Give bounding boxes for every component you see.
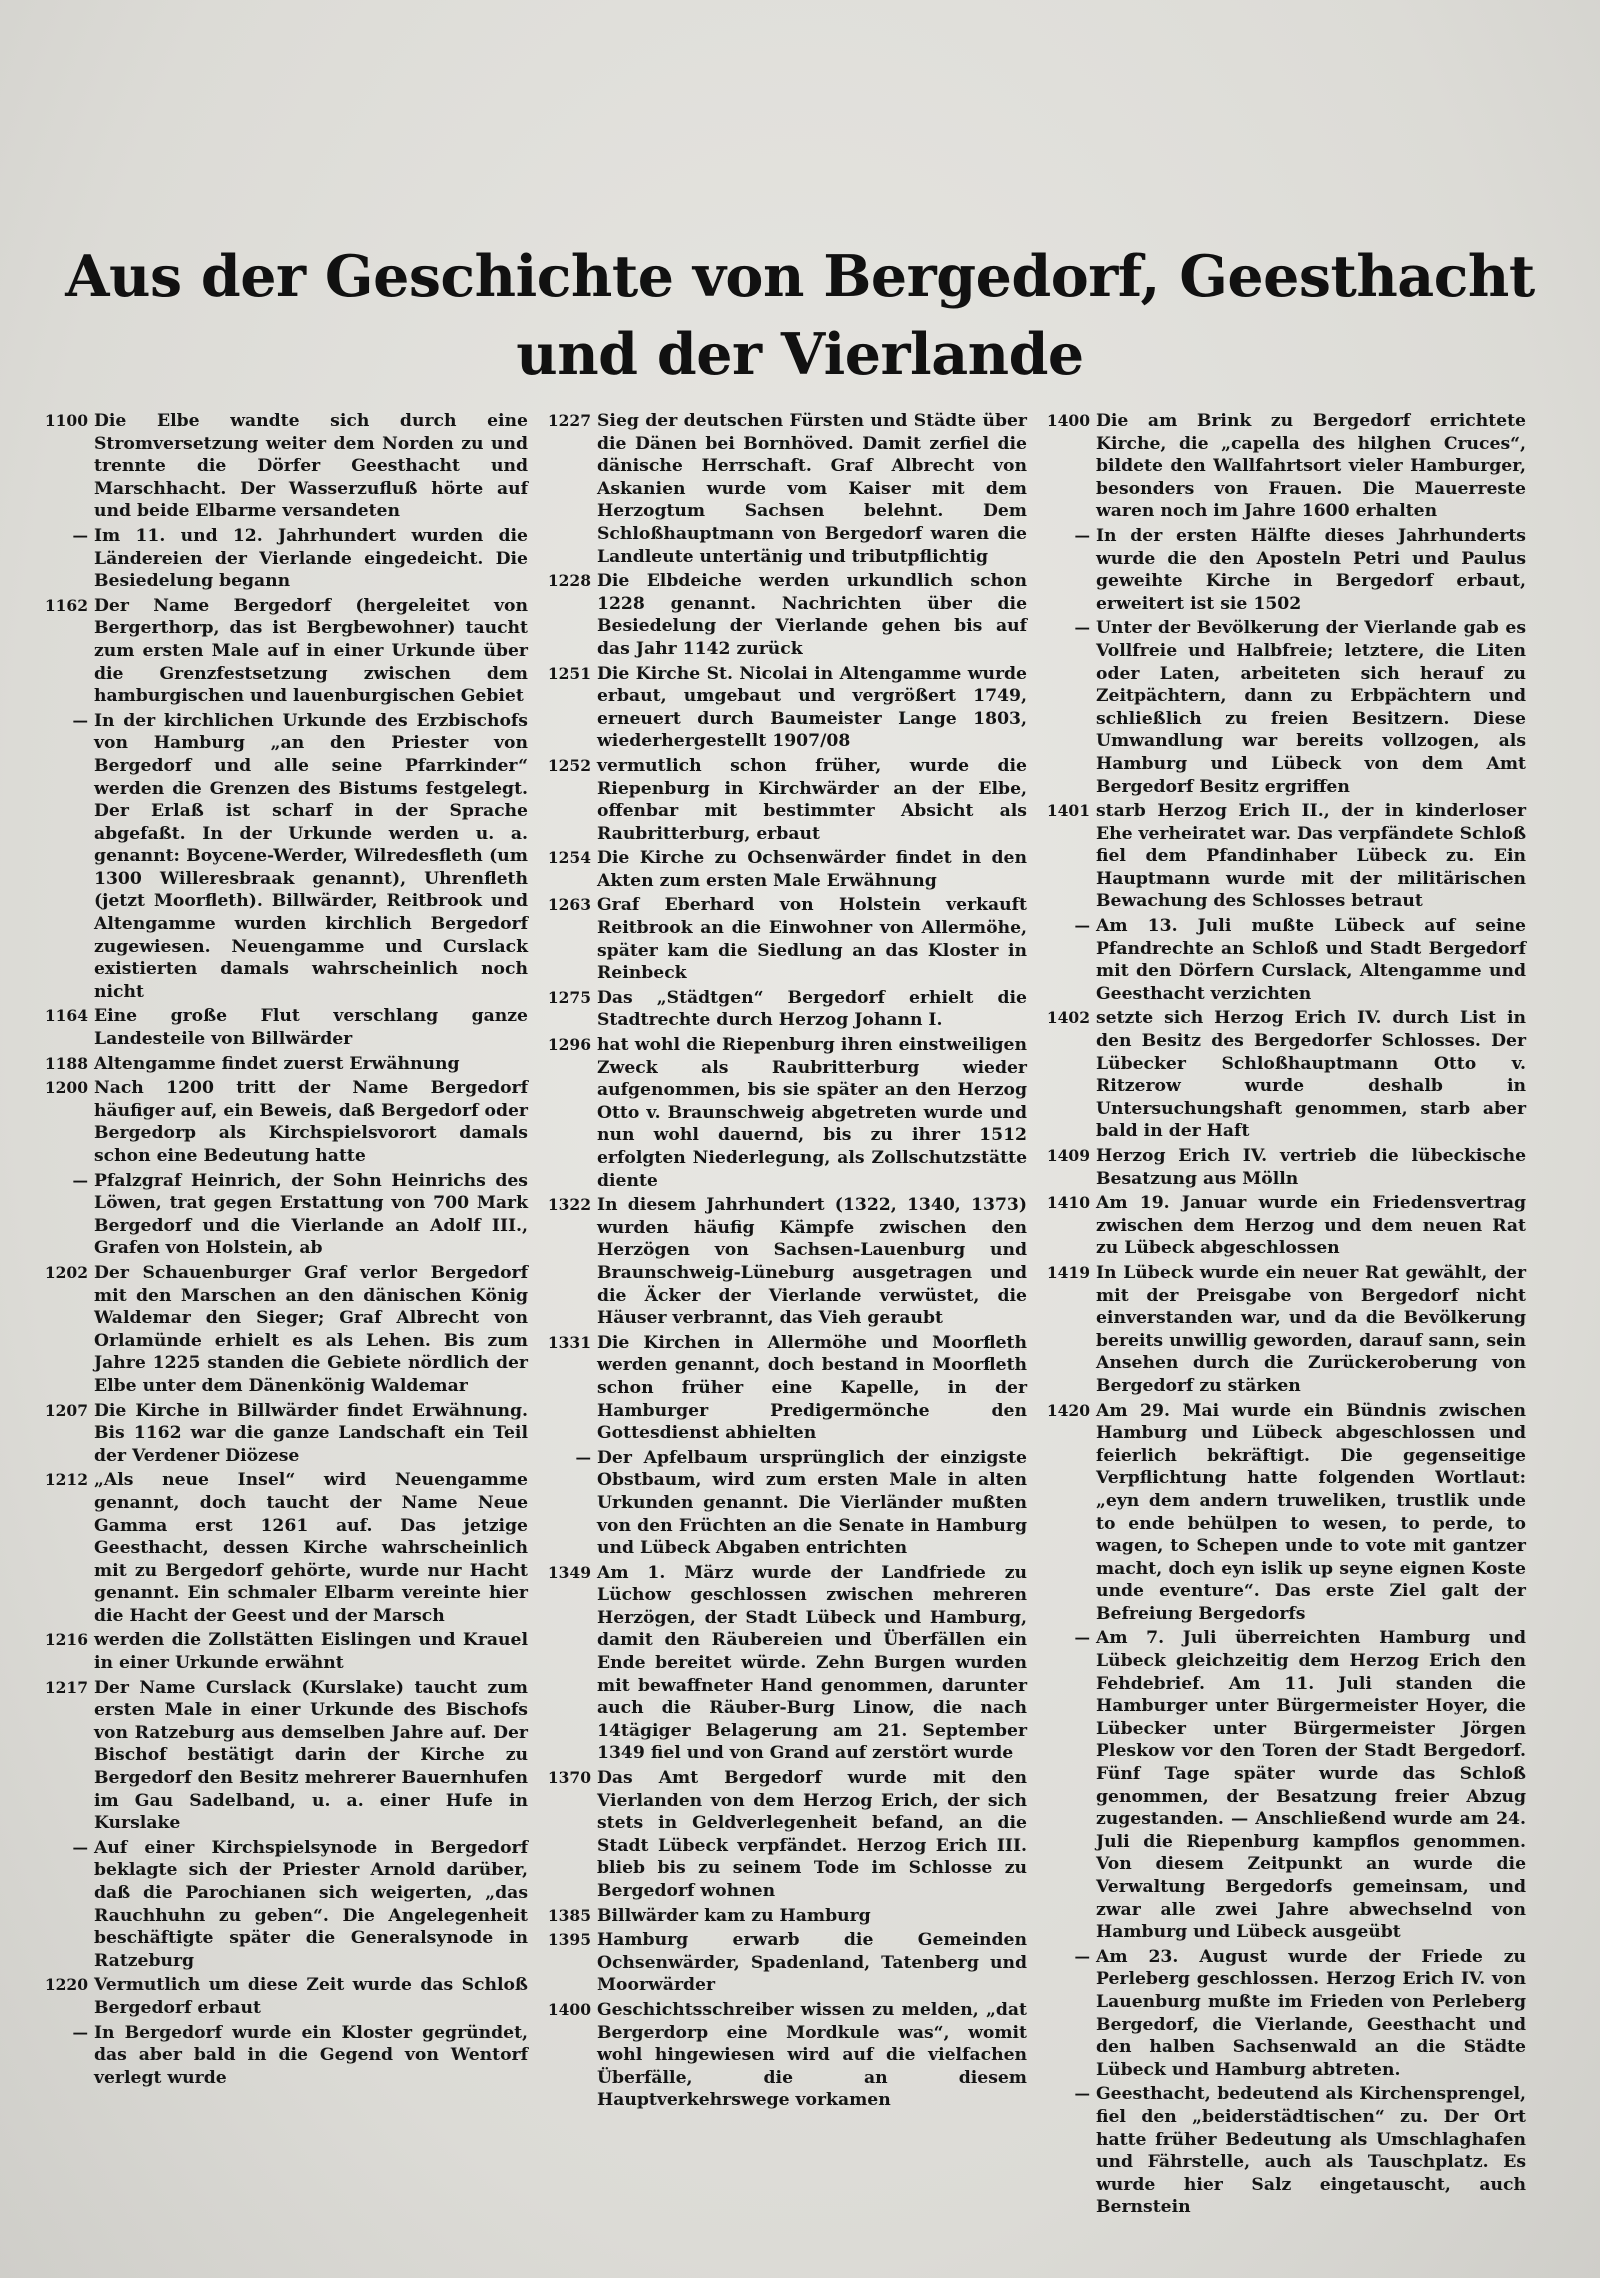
entry-year: 1254 bbox=[547, 848, 591, 868]
chronicle-entry bbox=[533, 1562, 1027, 1765]
entry-year: 1349 bbox=[547, 1562, 591, 1582]
entry-year: 1100 bbox=[44, 411, 88, 430]
entry-year: — bbox=[1074, 618, 1090, 638]
entry-year: 1252 bbox=[547, 755, 591, 775]
entry-text: In diesem Jahrhundert (1322, 1340, 1373) wurden häufig Kämpfe zwischen den Herzögen von Sachsen-Lauenburg und Braunschweig-Lüneburg ausgetragen und die Äcker der Vierlande verwüstet, die Häuser verbrannt, das Vieh geraubt bbox=[597, 1195, 1027, 1329]
entry-text: In der kirchlichen Urkunde des Erzbischofs von Hamburg „an den Priester von Bergedorf und alle seine Pfarrkinder“ werden die Grenzen des Bistums festgelegt. Der Erlaß ist scharf in der Sprache abgefaßt. In der Urkunde werden u. a. genannt: Boycene-Werder, Wilredesfleth (um 1300 Willeresbraak genannt), Uhrenfleth (jetzt Moorfleth). Billwärder, Reitbrook und Altengamme wurden kirchlich Bergedorf zugewiesen. Neuengamme und Curslack existierten damals wahrscheinlich noch nicht bbox=[94, 710, 528, 1002]
entry-year: 1263 bbox=[547, 895, 591, 915]
entry-year: 1400 bbox=[1046, 411, 1090, 430]
chronicle-entry bbox=[1032, 800, 1526, 913]
entry-year: 1162 bbox=[44, 595, 88, 615]
entry-text: Am 13. Juli mußte Lübeck auf seine Pfandrechte an Schloß und Stadt Bergedorf mit den Dörfern Curslack, Altengamme und Geesthacht verzichten bbox=[1096, 916, 1526, 1004]
entry-year: 1220 bbox=[44, 1975, 88, 1995]
entry-year: 1420 bbox=[1046, 1400, 1090, 1420]
entry-text: Hamburg erwarb die Gemeinden Ochsenwärder, Spadenland, Tatenberg und Moorwärder bbox=[597, 1930, 1027, 1996]
entry-year: — bbox=[72, 710, 88, 730]
chronicle-entry bbox=[533, 1332, 1027, 1445]
entry-year: — bbox=[1074, 2084, 1090, 2104]
entry-year: 1217 bbox=[44, 1677, 88, 1697]
entry-year: 1251 bbox=[547, 663, 591, 683]
chronicle-entry bbox=[42, 1677, 528, 1835]
entry-year: 1322 bbox=[547, 1195, 591, 1215]
entry-text: Altengamme findet zuerst Erwähnung bbox=[94, 1053, 460, 1074]
chronicle-entry bbox=[42, 1629, 528, 1674]
entry-year: 1410 bbox=[1046, 1193, 1090, 1213]
chronicle-entry bbox=[533, 410, 1027, 568]
entry-year: 1207 bbox=[44, 1400, 88, 1420]
chronicle-entry bbox=[1032, 2083, 1526, 2219]
entry-text: Graf Eberhard von Holstein verkauft Reitbrook an die Einwohner von Allermöhe, später kam die Siedlung an das Kloster in Reinbeck bbox=[597, 895, 1027, 984]
entry-text: Der Schauenburger Graf verlor Bergedorf mit den Marschen an den dänischen König Waldemar den Sieger; Graf Albrecht von Orlamünde erhielt es als Lehen. Bis zum Jahre 1225 standen die Gebiete nördlich der Elbe unter dem Dänenkönig Waldemar bbox=[94, 1262, 528, 1396]
title-line-1: Aus der Geschichte von Bergedorf, Geesthacht bbox=[65, 243, 1535, 310]
entry-year: — bbox=[72, 1170, 88, 1190]
chronicle-entry bbox=[533, 987, 1027, 1032]
entry-text: Geesthacht, bedeutend als Kirchensprengel, fiel den „beiderstädtischen“ zu. Der Ort hatte früher Bedeutung als Umschlaghafen und Fährstelle, auch als Tauschplatz. Es wurde hier Salz eingetauscht, auch Bernstein bbox=[1096, 2084, 1526, 2218]
entry-year: — bbox=[72, 525, 88, 545]
chronicle-entry bbox=[42, 595, 528, 708]
entry-year: 1419 bbox=[1046, 1262, 1090, 1282]
entry-text: Die Kirchen in Allermöhe und Moorfleth werden genannt, doch bestand in Moorfleth schon früher eine Kapelle, in der Hamburger Predigermönche den Gottesdienst abhielten bbox=[597, 1332, 1027, 1444]
entry-text: In der ersten Hälfte dieses Jahrhunderts wurde die den Aposteln Petri und Paulus geweihte Kirche in Bergedorf erbaut, erweitert ist sie 1502 bbox=[1096, 525, 1526, 614]
chronicle-entry bbox=[533, 1905, 1027, 1928]
entry-year: — bbox=[72, 2022, 88, 2042]
chronicle-entry bbox=[42, 1837, 528, 1973]
entry-year: 1401 bbox=[1046, 801, 1090, 821]
entry-text: Das „Städtgen“ Bergedorf erhielt die Stadtrechte durch Herzog Johann I. bbox=[597, 987, 1027, 1031]
chronicle-entry bbox=[533, 570, 1027, 660]
chronicle-entry bbox=[42, 410, 528, 523]
entry-text: Sieg der deutschen Fürsten und Städte über die Dänen bei Bornhöved. Damit zerfiel die dänische Herrschaft. Graf Albrecht von Askanien wurde vom Kaiser mit dem Herzogtum Sachsen belehnt. Dem Schloßhauptmann von Bergedorf waren die Landleute untertänig und tributpflichtig bbox=[597, 411, 1027, 567]
chronicle-entry bbox=[533, 894, 1027, 984]
entry-text: Die Elbe wandte sich durch eine Stromversetzung weiter dem Norden zu und trennte die Dörfer Geesthacht und Marschhacht. Der Wasserzufluß hörte auf und beide Elbarme versandeten bbox=[94, 411, 528, 522]
chronicle-entry bbox=[533, 1034, 1027, 1192]
chronicle-entry bbox=[42, 1170, 528, 1260]
entry-year: 1385 bbox=[547, 1905, 591, 1925]
entry-text: Der Name Curslack (Kurslake) taucht zum ersten Male in einer Urkunde des Bischofs von Ratzeburg aus demselben Jahre auf. Der Bischof bestätigt darin der Kirche zu Bergedorf den Besitz mehrerer Bauernhufen im Gau Sadelband, u. a. einer Hufe in Kurslake bbox=[94, 1677, 528, 1834]
entry-text: Am 1. März wurde der Landfriede zu Lüchow geschlossen zwischen mehreren Herzögen, der Stadt Lübeck und Hamburg, damit den Räubereien und Überfällen ein Ende bereitet würde. Zehn Burgen wurden mit bewaffneter Hand genommen, darunter auch die Räuber-Burg Linow, die nach 14tägiger Belagerung am 21. September 1349 fiel und von Grand auf zerstört wurde bbox=[597, 1562, 1027, 1764]
entry-year: 1331 bbox=[547, 1332, 591, 1352]
entry-text: Die Kirche St. Nicolai in Altengamme wurde erbaut, umgebaut und vergrößert 1749, erneuert durch Baumeister Lange 1803, wiederhergestellt 1907/08 bbox=[597, 663, 1027, 752]
entry-year: — bbox=[1074, 1628, 1090, 1648]
entry-text: Der Apfelbaum ursprünglich der einzigste Obstbaum, wird zum ersten Male in alten Urkunden genannt. Die Vierländer mußten von den Früchten an die Senate in Hamburg und Lübeck Abgaben entrichten bbox=[597, 1447, 1027, 1559]
entry-text: Am 23. August wurde der Friede zu Perleberg geschlossen. Herzog Erich IV. von Lauenburg mußte im Frieden von Perleberg Bergedorf, die Vierlande, Geesthacht und den halben Sachsenwald an die Städte Lübeck und Hamburg abtreten. bbox=[1096, 1946, 1526, 2080]
chronicle-entry bbox=[42, 1053, 528, 1076]
entry-text: Die am Brink zu Bergedorf errichtete Kirche, die „capella des hilghen Cruces“, bildete den Wallfahrtsort vieler Hamburger, besonders von Frauen. Die Mauerreste waren noch im Jahre 1600 erhalten bbox=[1096, 411, 1526, 522]
entry-text: Im 11. und 12. Jahrhundert wurden die Ländereien der Vierlande eingedeicht. Die Besiedelung begann bbox=[94, 525, 528, 592]
entry-year: 1228 bbox=[547, 571, 591, 591]
entry-text: Pfalzgraf Heinrich, der Sohn Heinrichs des Löwen, trat gegen Erstattung von 700 Mark Bergedorf und die Vierlande an Adolf III., Grafen von Holstein, ab bbox=[94, 1170, 528, 1259]
chronicle-entry bbox=[42, 1400, 528, 1468]
entry-text: Nach 1200 tritt der Name Bergedorf häufiger auf, ein Beweis, daß Bergedorf oder Bergedorp als Kirchspielsvorort damals schon eine Bedeutung hatte bbox=[94, 1078, 528, 1166]
column-2 bbox=[533, 410, 1027, 2114]
column-3 bbox=[1032, 410, 1526, 2221]
entry-text: Geschichtsschreiber wissen zu melden, „dat Bergerdorp eine Mordkule was“, womit wohl hingewiesen wird auf die vielfachen Überfälle, die an diesem Hauptverkehrswege vorkamen bbox=[597, 1999, 1027, 2111]
entry-text: hat wohl die Riepenburg ihren einstweiligen Zweck als Raubritterburg wieder aufgenommen, bis sie später an den Herzog Otto v. Braunschweig abgetreten wurde und nun wohl dauernd, bis zu ihrer 1512 erfolgten Niederlegung, als Zollschutzstätte diente bbox=[597, 1035, 1027, 1191]
entry-text: Auf einer Kirchspielsynode in Bergedorf beklagte sich der Priester Arnold darüber, daß die Parochianen sich weigerten, „das Rauchhuhn zu geben“. Die Angelegenheit beschäftigte später die Generalsynode in Ratzeburg bbox=[94, 1837, 528, 1971]
entry-text: Am 19. Januar wurde ein Friedensvertrag zwischen dem Herzog und dem neuen Rat zu Lübeck abgeschlossen bbox=[1096, 1193, 1526, 1259]
entry-text: Die Kirche in Billwärder findet Erwähnung. Bis 1162 war die ganze Landschaft ein Teil der Verdener Diözese bbox=[94, 1400, 528, 1466]
entry-year: 1227 bbox=[547, 411, 591, 430]
chronicle-entry bbox=[533, 847, 1027, 892]
entry-year: — bbox=[72, 1837, 88, 1857]
chronicle-entry bbox=[42, 1077, 528, 1167]
entry-text: Die Elbdeiche werden urkundlich schon 1228 genannt. Nachrichten über die Besiedelung der Vierlande gehen bis auf das Jahr 1142 zurück bbox=[597, 571, 1027, 659]
entry-year: 1370 bbox=[547, 1768, 591, 1788]
entry-text: In Bergedorf wurde ein Kloster gegründet, das aber bald in die Gegend von Wentorf verlegt wurde bbox=[94, 2022, 528, 2088]
chronicle-entry bbox=[533, 1999, 1027, 2112]
entry-text: Die Kirche zu Ochsenwärder findet in den Akten zum ersten Male Erwähnung bbox=[597, 848, 1027, 891]
entry-year: — bbox=[1074, 1946, 1090, 1966]
entry-text: vermutlich schon früher, wurde die Riepenburg in Kirchwärder an der Elbe, offenbar mit bestimmter Absicht als Raubritterburg, erbaut bbox=[597, 755, 1027, 844]
entry-text: Billwärder kam zu Hamburg bbox=[597, 1905, 871, 1926]
page-title bbox=[0, 238, 1600, 394]
chronicle-entry bbox=[1032, 1007, 1526, 1143]
chronicle-entry bbox=[1032, 1400, 1526, 1626]
entry-text: werden die Zollstätten Eislingen und Krauel in einer Urkunde erwähnt bbox=[94, 1630, 528, 1674]
chronicle-entry bbox=[533, 1929, 1027, 1997]
entry-text: Das Amt Bergedorf wurde mit den Vierlanden von dem Herzog Erich, der sich stets in Geldverlegenheit befand, an die Stadt Lübeck verpfändet. Herzog Erich III. blieb bis zu seinem Tode im Schlosse zu Bergedorf wohnen bbox=[597, 1768, 1027, 1901]
chronicle-entry bbox=[533, 1447, 1027, 1560]
entry-text: Am 29. Mai wurde ein Bündnis zwischen Hamburg und Lübeck abgeschlossen und feierlich bekräftigt. Die gegenseitige Verpflichtung hatte folgenden Wortlaut: „eyn dem andern truweliken, trustlik unde to ende behülpen to wesen, to perde, to wagen, to Schepen unde to vote mit gantzer macht, doch eyn islik up seyne eignen Koste unde eventure“. Das erste Ziel galt der Befreiung Bergedorfs bbox=[1096, 1400, 1526, 1624]
entry-text: In Lübeck wurde ein neuer Rat gewählt, der mit der Preisgabe von Bergedorf nicht einverstanden war, und da die Bevölkerung bereits unwillig geworden, darauf sann, sein Ansehen durch die Zurückeroberung von Bergedorf zu stärken bbox=[1096, 1262, 1526, 1396]
entry-year: — bbox=[1074, 916, 1090, 936]
entry-text: Unter der Bevölkerung der Vierlande gab es Vollfreie und Halbfreie; letztere, die Liten oder Laten, arbeiteten sich herauf zu Zeitpächtern, dann zu Erbpächtern und schließlich zu freien Besitzern. Diese Umwandlung war bereits vollzogen, als Hamburg und Lübeck von dem Amt Bergedorf Besitz ergriffen bbox=[1096, 618, 1526, 797]
entry-year: 1200 bbox=[44, 1078, 88, 1098]
chronicle-entry bbox=[533, 755, 1027, 845]
chronicle-entry bbox=[1032, 1627, 1526, 1943]
chronicle-entry bbox=[42, 1469, 528, 1627]
chronicle-entry bbox=[42, 2022, 528, 2090]
chronicle-entry bbox=[1032, 617, 1526, 798]
entry-year: — bbox=[1074, 525, 1090, 545]
entry-year: 1395 bbox=[547, 1930, 591, 1950]
entry-year: 1202 bbox=[44, 1262, 88, 1282]
entry-text: setzte sich Herzog Erich IV. durch List in den Besitz des Bergedorfer Schlosses. Der Lübecker Schloßhauptmann Otto v. Ritzerow wurde deshalb in Untersuchungshaft genommen, starb aber bald in der Haft bbox=[1096, 1008, 1526, 1142]
entry-text: Vermutlich um diese Zeit wurde das Schloß Bergedorf erbaut bbox=[94, 1975, 528, 2018]
entry-year: — bbox=[575, 1447, 591, 1467]
entry-text: starb Herzog Erich II., der in kinderloser Ehe verheiratet war. Das verpfändete Schloß fiel dem Pfandinhaber Lübeck zu. Ein Hauptmann wurde mit der militärischen Bewachung des Schlosses betraut bbox=[1096, 801, 1526, 912]
chronicle-entry bbox=[42, 710, 528, 1004]
entry-text: „Als neue Insel“ wird Neuengamme genannt, doch taucht der Name Neue Gamma erst 1261 auf. Das jetzige Geesthacht, dessen Kirche wahrscheinlich mit zu Bergedorf gehörte, wurde nur Hacht genannt. Ein schmaler Elbarm vereinte hier die Hacht der Geest und der Marsch bbox=[94, 1470, 528, 1626]
entry-year: 1409 bbox=[1046, 1146, 1090, 1165]
chronicle-entry bbox=[42, 1005, 528, 1050]
title-line-2: und der Vierlande bbox=[516, 321, 1084, 388]
chronicle-entry bbox=[42, 1974, 528, 2019]
entry-year: 1402 bbox=[1046, 1008, 1090, 1028]
chronicle-entry bbox=[1032, 1192, 1526, 1260]
entry-year: 1296 bbox=[547, 1035, 591, 1055]
column-1 bbox=[42, 410, 528, 2091]
entry-year: 1216 bbox=[44, 1630, 88, 1650]
entry-text: Herzog Erich IV. vertrieb die lübeckische Besatzung aus Mölln bbox=[1096, 1146, 1526, 1189]
chronicle-entry bbox=[533, 1194, 1027, 1330]
chronicle-entry bbox=[1032, 915, 1526, 1005]
chronicle-entry bbox=[533, 1767, 1027, 1903]
chronicle-entry bbox=[533, 663, 1027, 753]
entry-text: Der Name Bergedorf (hergeleitet von Bergerthorp, das ist Bergbewohner) taucht zum ersten Male auf in einer Urkunde über die Grenzfestsetzung zwischen dem hamburgischen und lauenburgischen Gebiet bbox=[94, 595, 528, 707]
entry-year: 1164 bbox=[44, 1006, 88, 1026]
entry-text: Am 7. Juli überreichten Hamburg und Lübeck gleichzeitig dem Herzog Erich den Fehdebrief. Am 11. Juli standen die Hamburger unter Bürgermeister Hoyer, die Lübecker unter Bürgermeister Jörgen Pleskow vor den Toren der Stadt Bergedorf. Fünf Tage später wurde das Schloß genommen, der Besatzung freier Abzug zugestanden. — Anschließend wurde am 24. Juli die Riepenburg kampflos genommen. Von diesem Zeitpunkt an wurde die Verwaltung Bergedorfs gemeinsam, und zwar alle zwei Jahre abwechselnd von Hamburg und Lübeck ausgeübt bbox=[1096, 1628, 1526, 1943]
entry-year: 1188 bbox=[44, 1053, 88, 1073]
chronicle-entry bbox=[42, 1262, 528, 1398]
entry-year: 1212 bbox=[44, 1470, 88, 1490]
chronicle-entry bbox=[1032, 1145, 1526, 1190]
chronicle-entry bbox=[1032, 525, 1526, 615]
entry-text: Eine große Flut verschlang ganze Landesteile von Billwärder bbox=[94, 1006, 528, 1050]
chronicle-entry bbox=[42, 525, 528, 593]
chronicle-entry bbox=[1032, 410, 1526, 523]
entry-year: 1400 bbox=[547, 1999, 591, 2019]
chronicle-entry bbox=[1032, 1262, 1526, 1398]
chronicle-entry bbox=[1032, 1946, 1526, 2082]
entry-year: 1275 bbox=[547, 987, 591, 1007]
